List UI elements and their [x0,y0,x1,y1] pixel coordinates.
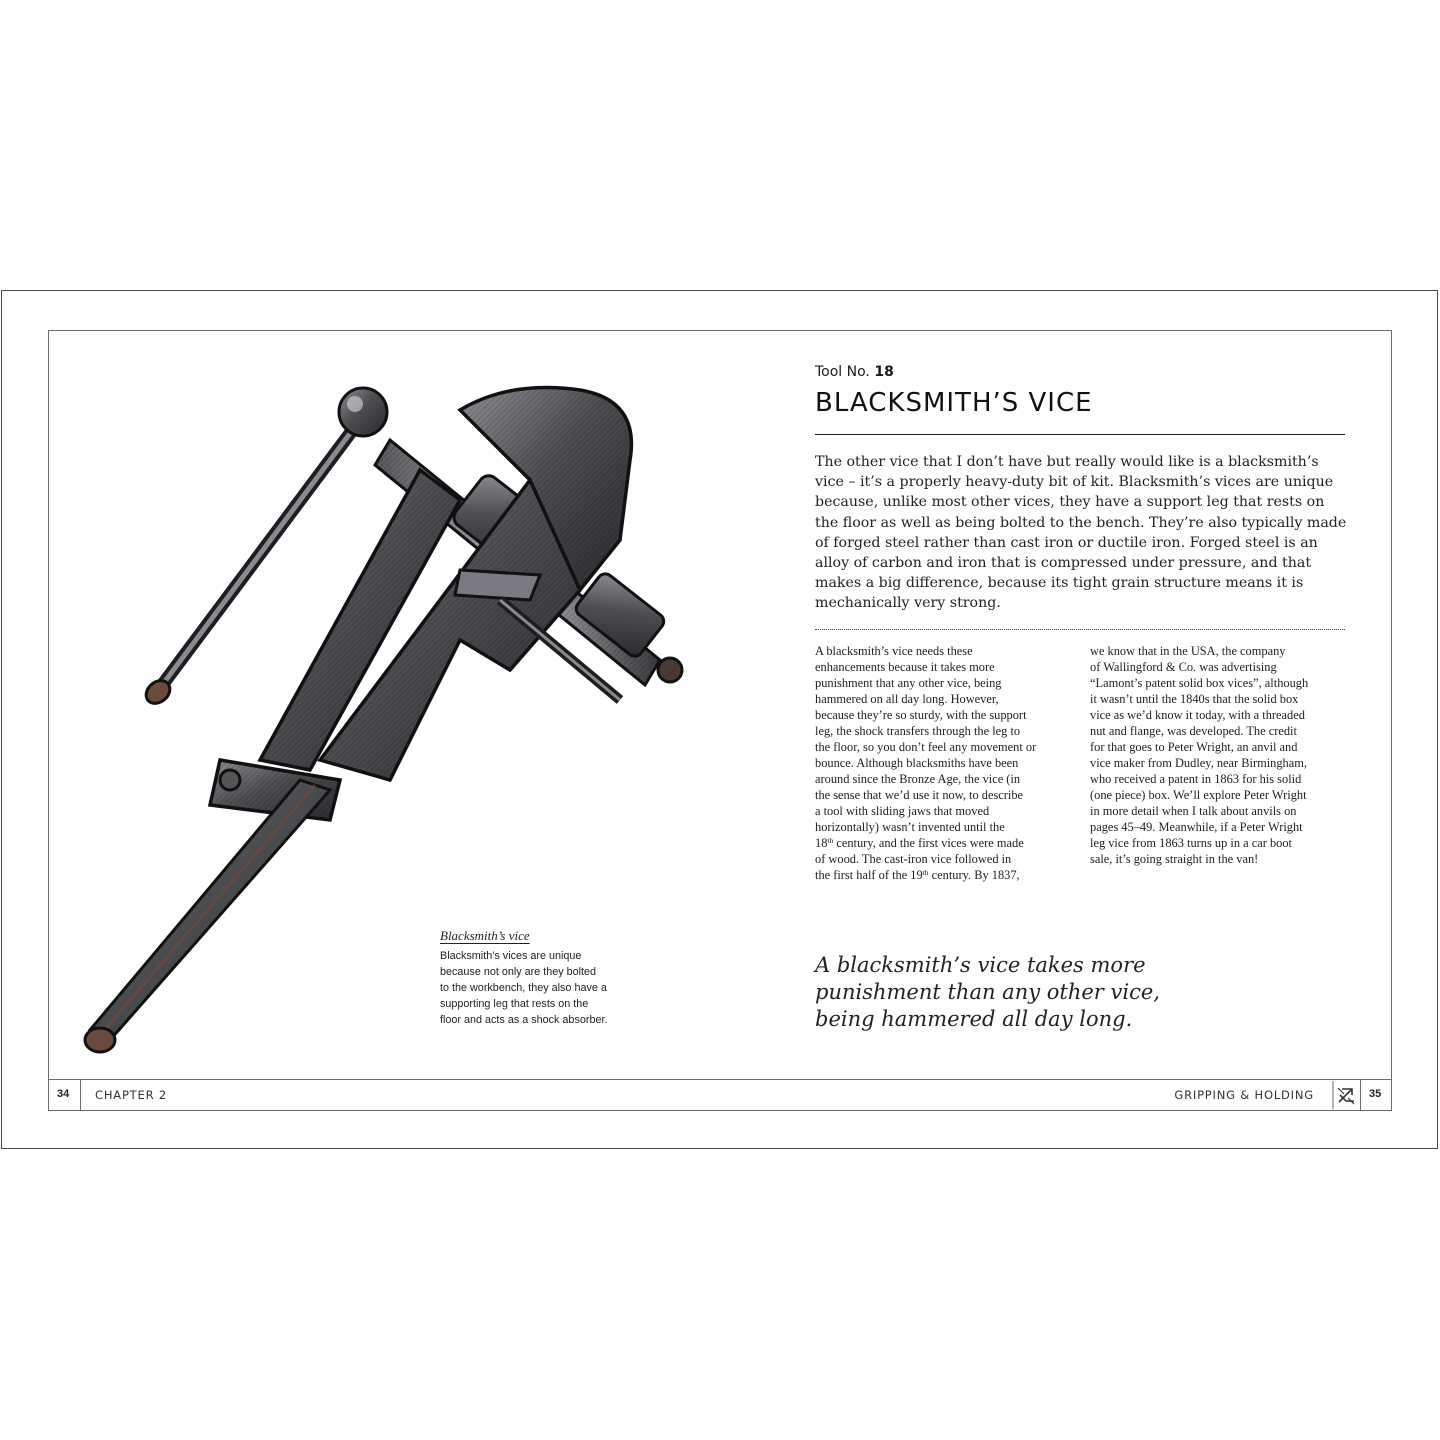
page-title: BLACKSMITH’S VICE [815,388,1093,418]
pull-quote [815,952,1355,1033]
body-line: vice as we’d know it today, with a threaded [1090,708,1305,722]
caption-line: Blacksmith’s vices are unique [440,950,582,962]
body-text: century. By 1837, [928,868,1020,882]
running-head-left: CHAPTER 2 [95,1088,167,1102]
body-line: the floor, so you don’t feel any movement or [815,740,1037,754]
body-line: of Wallingford & Co. was advertising [1090,660,1277,674]
intro-line: vice – it’s a properly heavy-duty bit of kit. Blacksmith’s vices are unique [815,474,1334,491]
body-column-2 [1090,643,1348,867]
chapter-section-icon [1332,1081,1360,1109]
pull-quote-line: punishment than any other vice, [815,980,1160,1004]
intro-paragraph [815,452,1347,614]
page-number-left: 34 [57,1088,70,1100]
body-line: bounce. Although blacksmiths have been [815,756,1019,770]
tool-label: Tool No. [815,364,870,380]
support-leg [90,780,330,1040]
spring-plate [455,570,540,600]
tool-number: 18 [874,364,894,380]
ordinal-suffix: th [827,836,834,845]
body-line: sale, it’s going straight in the van! [1090,852,1259,866]
dotted-divider [815,629,1345,630]
running-head-right: GRIPPING & HOLDING [1174,1088,1314,1102]
body-line: we know that in the USA, the company [1090,644,1286,658]
body-line [815,868,1020,882]
intro-line: the floor as well as being bolted to the bench. They’re also typically made [815,514,1347,531]
pull-quote-line: A blacksmith’s vice takes more [815,953,1146,977]
body-line: for that goes to Peter Wright, an anvil and [1090,740,1298,754]
intro-line: The other vice that I don’t have but really would like is a blacksmith’s [815,454,1319,470]
body-line: pages 45–49. Meanwhile, if a Peter Wright [1090,820,1303,834]
tool-number-label [815,364,894,380]
body-line: nut and flange, was developed. The credit [1090,724,1297,738]
body-line: hammered on all day long. However, [815,692,999,706]
caption-line: to the workbench, they also have a [440,982,607,994]
body-line: leg vice from 1863 turns up in a car boot [1090,836,1292,850]
body-line: “Lamont’s patent solid box vices”, although [1090,676,1309,690]
footer-divider-left [80,1080,81,1110]
caption-line: because not only are they bolted [440,966,597,978]
title-rule [815,434,1345,435]
body-line: a tool with sliding jaws that moved [815,804,990,818]
body-line: A blacksmith’s vice needs these [815,644,973,658]
blacksmiths-vice-illustration [60,340,780,1080]
pull-quote-line: being hammered all day long. [815,1007,1133,1031]
body-line: because they’re so sturdy, with the support [815,708,1027,722]
body-line: who received a patent in 1863 for his solid [1090,772,1302,786]
footer-divider-right [1360,1080,1361,1110]
body-line: it wasn’t until the 1840s that the solid box [1090,692,1299,706]
body-line: (one piece) box. We’ll explore Peter Wright [1090,788,1307,802]
figure-caption-body [440,948,630,1028]
body-line: around since the Bronze Age, the vice (in [815,772,1021,786]
body-line: in more detail when I talk about anvils on [1090,804,1297,818]
intro-line: makes a big difference, because its tight grain structure means it is [815,575,1304,592]
handle-ball [339,388,387,436]
caption-line: floor and acts as a shock absorber. [440,1014,608,1026]
body-column-1 [815,643,1073,883]
body-line [815,836,1024,850]
body-line: leg, the shock transfers through the leg to [815,724,1021,738]
support-leg-foot [85,1028,115,1052]
intro-line: of forged steel rather than cast iron or ductile iron. Forged steel is an [815,534,1318,551]
body-line: vice maker from Dudley, near Birmingham, [1090,756,1307,770]
body-line: horizontally) wasn’t invented until the [815,820,1005,834]
body-line: the sense that we’d use it now, to describe [815,788,1024,802]
body-line: punishment that any other vice, being [815,676,1002,690]
body-text: 18 [815,836,828,850]
body-line: of wood. The cast-iron vice followed in [815,852,1012,866]
intro-line: mechanically very strong. [815,595,1001,612]
page-number-right: 35 [1369,1088,1382,1100]
ordinal-suffix: th [922,868,929,877]
body-text: the first half of the 19 [815,868,923,882]
intro-line: because, unlike most other vices, they have a support leg that rests on [815,494,1325,511]
caption-line: supporting leg that rests on the [440,998,589,1010]
footer-rule [48,1079,1392,1080]
intro-line: alloy of carbon and iron that is compressed under pressure, and that [815,555,1312,572]
body-text: century, and the first vices were made [833,836,1024,850]
body-line: enhancements because it takes more [815,660,995,674]
figure-caption-title: Blacksmith’s vice [440,928,530,943]
